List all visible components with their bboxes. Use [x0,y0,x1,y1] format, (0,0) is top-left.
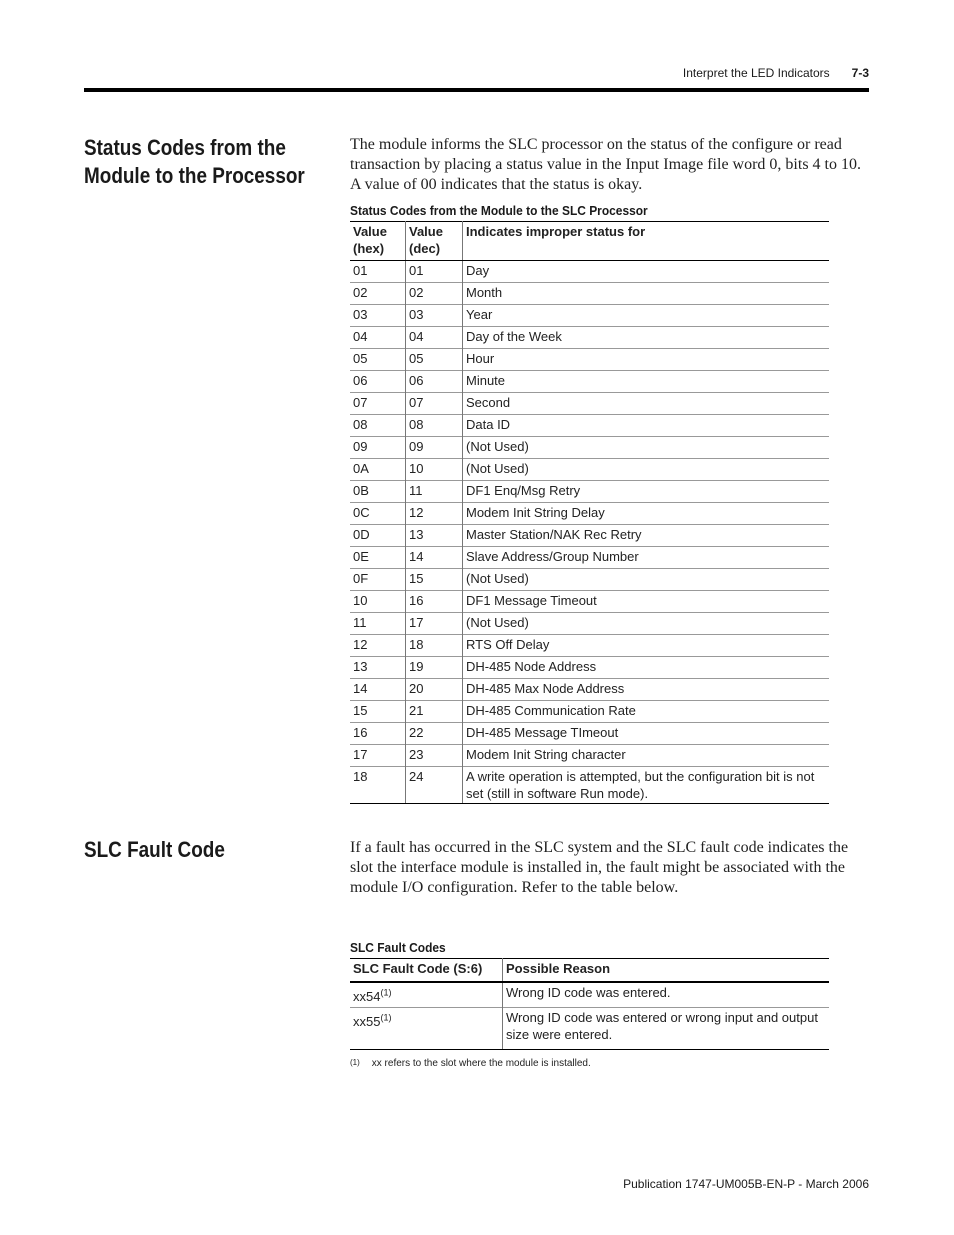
page-number: 7-3 [851,66,869,80]
table-header-row [350,222,829,261]
table-cell: 05 [350,349,406,371]
table-row [350,613,829,635]
section-title-status-codes [84,134,305,190]
footnote-marker: (1) [350,1058,360,1067]
table-row [350,679,829,701]
column-header: Value (dec) [406,222,463,261]
table-cell: 17 [350,745,406,767]
table-row [350,982,829,1008]
section-title-line: Status Codes from the [84,135,286,160]
slc-fault-codes-table [350,958,829,1050]
table-row [350,547,829,569]
table-row [350,635,829,657]
table-row [350,327,829,349]
table-cell: Hour [463,349,830,371]
table-cell: 02 [350,283,406,305]
table-cell: 01 [406,261,463,283]
status-codes-paragraph: The module informs the SLC processor on the status of the configure or read transaction by placing a status value in the Input Image file word 0, bits 4 to 10. A value of 00 indicates that the status is okay. [350,136,861,193]
table-cell: 20 [406,679,463,701]
table-cell: Slave Address/Group Number [463,547,830,569]
table-cell: 09 [406,437,463,459]
table-row [350,393,829,415]
table-cell: Modem Init String Delay [463,503,830,525]
possible-reason-cell: Wrong ID code was entered. [503,982,830,1008]
table-cell: 10 [350,591,406,613]
footnote-text: xx refers to the slot where the module is installed. [371,1058,591,1069]
table-cell: 19 [406,657,463,679]
table-cell: RTS Off Delay [463,635,830,657]
table-cell: DF1 Enq/Msg Retry [463,481,830,503]
fault-table-title: SLC Fault Codes [350,940,446,955]
table-row [350,657,829,679]
table-cell: (Not Used) [463,459,830,481]
table-cell: 16 [350,723,406,745]
table-cell: 04 [406,327,463,349]
table-cell: 23 [406,745,463,767]
table-cell: Modem Init String character [463,745,830,767]
fault-code: xx54 [353,989,381,1004]
table-row [350,415,829,437]
table-row [350,767,829,804]
table-cell: Day [463,261,830,283]
table-cell: 14 [406,547,463,569]
table-row [350,261,829,283]
table-cell: 24 [406,767,463,804]
table-row [350,437,829,459]
fault-code-cell [350,982,503,1008]
publication-footer: Publication 1747-UM005B-EN-P - March 2006 [623,1177,869,1191]
footnote-reference: (1) [380,1012,392,1023]
slc-fault-paragraph: If a fault has occurred in the SLC system and the SLC fault code indicates the slot the interface module is installed in, the fault might be associated with the module I/O configuration. Refer to the table below. [350,839,849,896]
table-cell: 09 [350,437,406,459]
table-cell: 0F [350,569,406,591]
table-row [350,349,829,371]
table-cell: 12 [350,635,406,657]
section-title-slc-fault-code: SLC Fault Code [84,837,225,862]
table-row [350,481,829,503]
fault-table-body [350,982,829,1050]
column-header: Possible Reason [503,959,830,983]
table-cell: 11 [406,481,463,503]
table-cell: 18 [350,767,406,804]
table-cell: 10 [406,459,463,481]
column-header: Indicates improper status for [463,222,830,261]
table-row [350,305,829,327]
running-header [0,66,869,84]
table-cell: Year [463,305,830,327]
table-cell: (Not Used) [463,613,830,635]
table-cell: 15 [406,569,463,591]
table-row [350,723,829,745]
table-row [350,283,829,305]
table-cell: 16 [406,591,463,613]
table-cell: Month [463,283,830,305]
table-cell: 0E [350,547,406,569]
table-cell: 18 [406,635,463,657]
status-table-body [350,261,829,804]
table-cell: 14 [350,679,406,701]
table-cell: 08 [350,415,406,437]
table-row [350,569,829,591]
fault-code-cell [350,1008,503,1050]
table-cell: DH-485 Message TImeout [463,723,830,745]
status-codes-table [350,221,829,804]
table-row [350,745,829,767]
table-cell: A write operation is attempted, but the configuration bit is not set (still in software Run mode). [463,767,830,804]
header-rule [84,88,869,92]
column-header: Value (hex) [350,222,406,261]
table-cell: (Not Used) [463,569,830,591]
table-cell: Master Station/NAK Rec Retry [463,525,830,547]
table-row [350,371,829,393]
table-cell: 13 [406,525,463,547]
table-cell: 06 [350,371,406,393]
table-cell: 11 [350,613,406,635]
table-row [350,701,829,723]
table-row [350,1008,829,1050]
table-row [350,525,829,547]
table-cell: 03 [350,305,406,327]
table-cell: 17 [406,613,463,635]
table-cell: Day of the Week [463,327,830,349]
table-cell: 12 [406,503,463,525]
section-title-line: Module to the Processor [84,163,305,188]
table-cell: 08 [406,415,463,437]
table-cell: 0C [350,503,406,525]
table-cell: 0D [350,525,406,547]
possible-reason-cell: Wrong ID code was entered or wrong input and output size were entered. [503,1008,830,1050]
column-header: SLC Fault Code (S:6) [350,959,503,983]
table-cell: DF1 Message Timeout [463,591,830,613]
table-cell: 06 [406,371,463,393]
table-cell: 03 [406,305,463,327]
status-table-title: Status Codes from the Module to the SLC Processor [350,203,648,218]
table-row [350,503,829,525]
table-header-row [350,959,829,983]
footnote-reference: (1) [380,987,392,998]
table-cell: 07 [406,393,463,415]
table-cell: DH-485 Node Address [463,657,830,679]
table-cell: 02 [406,283,463,305]
table-cell: 13 [350,657,406,679]
table-cell: DH-485 Communication Rate [463,701,830,723]
table-cell: 22 [406,723,463,745]
table-cell: Minute [463,371,830,393]
table-cell: 05 [406,349,463,371]
table-row [350,591,829,613]
table-cell: (Not Used) [463,437,830,459]
table-cell: 01 [350,261,406,283]
table-cell: Data ID [463,415,830,437]
table-cell: DH-485 Max Node Address [463,679,830,701]
running-header-section: Interpret the LED Indicators [682,66,830,80]
table-row [350,459,829,481]
table-cell: Second [463,393,830,415]
table-cell: 07 [350,393,406,415]
fault-code: xx55 [353,1014,381,1029]
table-cell: 15 [350,701,406,723]
table-cell: 0B [350,481,406,503]
table-cell: 04 [350,327,406,349]
table-cell: 0A [350,459,406,481]
table-cell: 21 [406,701,463,723]
table-footnote [350,1058,591,1069]
